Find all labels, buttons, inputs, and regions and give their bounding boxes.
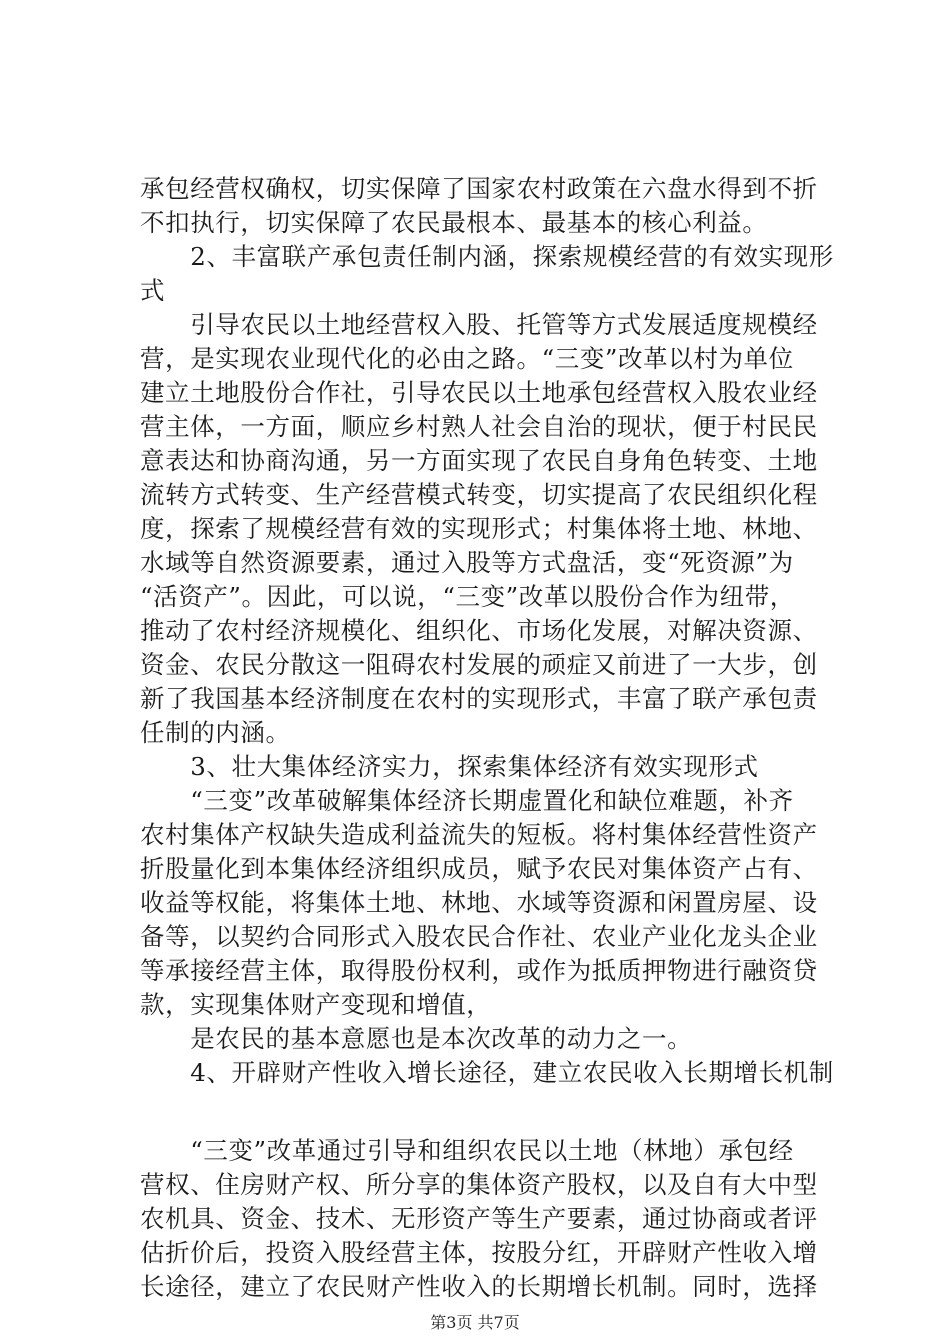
text-line: 建立土地股份合作社，引导农民以土地承包经营权入股农业经: [140, 378, 818, 407]
text-line: 流转方式转变、生产经营模式转变，切实提高了农民组织化程: [140, 480, 818, 509]
text-line: 新了我国基本经济制度在农村的实现形式，丰富了联产承包责: [140, 684, 818, 713]
section-heading: 式: [140, 276, 166, 305]
text-line: 长途径，建立了农民财产性收入的长期增长机制。同时，选择: [140, 1272, 818, 1301]
text-line: 农机具、资金、技术、无形资产等生产要素，通过协商或者评: [140, 1204, 818, 1233]
page-number-footer: 第3页 共7页: [430, 1313, 520, 1332]
text-line: 农村集体产权缺失造成利益流失的短板。将村集体经营性资产: [140, 820, 818, 849]
text-line: 意表达和协商沟通，另一方面实现了农民自身角色转变、土地: [140, 446, 818, 475]
text-line: “三变”改革通过引导和组织农民以土地（林地）承包经: [140, 1136, 794, 1165]
text-line: 款，实现集体财产变现和增值，: [140, 990, 492, 1019]
text-line: 度，探索了规模经营有效的实现形式；村集体将土地、林地、: [140, 514, 818, 543]
text-line: 推动了农村经济规模化、组织化、市场化发展，对解决资源、: [140, 616, 818, 645]
text-line: 估折价后，投资入股经营主体，按股分红，开辟财产性收入增: [140, 1238, 818, 1267]
text-line: 承包经营权确权，切实保障了国家农村政策在六盘水得到不折: [140, 174, 818, 203]
text-line: 不扣执行，切实保障了农民最根本、最基本的核心利益。: [140, 208, 768, 237]
text-line: 折股量化到本集体经济组织成员，赋予农民对集体资产占有、: [140, 854, 818, 883]
text-line: 收益等权能，将集体土地、林地、水域等资源和闲置房屋、设: [140, 888, 818, 917]
section-heading: 3、壮大集体经济实力，探索集体经济有效实现形式: [140, 752, 759, 781]
text-line: “三变”改革破解集体经济长期虚置化和缺位难题，补齐: [140, 786, 794, 815]
text-line: 资金、农民分散这一阻碍农村发展的顽症又前进了一大步，创: [140, 650, 818, 679]
text-line: 等承接经营主体，取得股份权利，或作为抵质押物进行融资贷: [140, 956, 818, 985]
section-heading: 2、丰富联产承包责任制内涵，探索规模经营的有效实现形: [140, 242, 834, 271]
text-line: 引导农民以土地经营权入股、托管等方式发展适度规模经: [140, 310, 818, 339]
text-line: 备等，以契约合同形式入股农民合作社、农业产业化龙头企业: [140, 922, 818, 951]
text-line: 是农民的基本意愿也是本次改革的动力之一。: [140, 1024, 693, 1053]
text-line: 营主体，一方面，顺应乡村熟人社会自治的现状，便于村民民: [140, 412, 818, 441]
text-line: 水域等自然资源要素，通过入股等方式盘活，变“死资源”为: [140, 548, 794, 577]
text-line: 营，是实现农业现代化的必由之路。“三变”改革以村为单位: [140, 344, 794, 373]
text-line: 任制的内涵。: [140, 718, 291, 747]
text-line: 营权、住房财产权、所分享的集体资产股权，以及自有大中型: [140, 1170, 818, 1199]
text-line: “活资产”。因此，可以说，“三变”改革以股份合作为纽带，: [140, 582, 795, 611]
section-heading: 4、开辟财产性收入增长途径，建立农民收入长期增长机制: [140, 1058, 834, 1087]
